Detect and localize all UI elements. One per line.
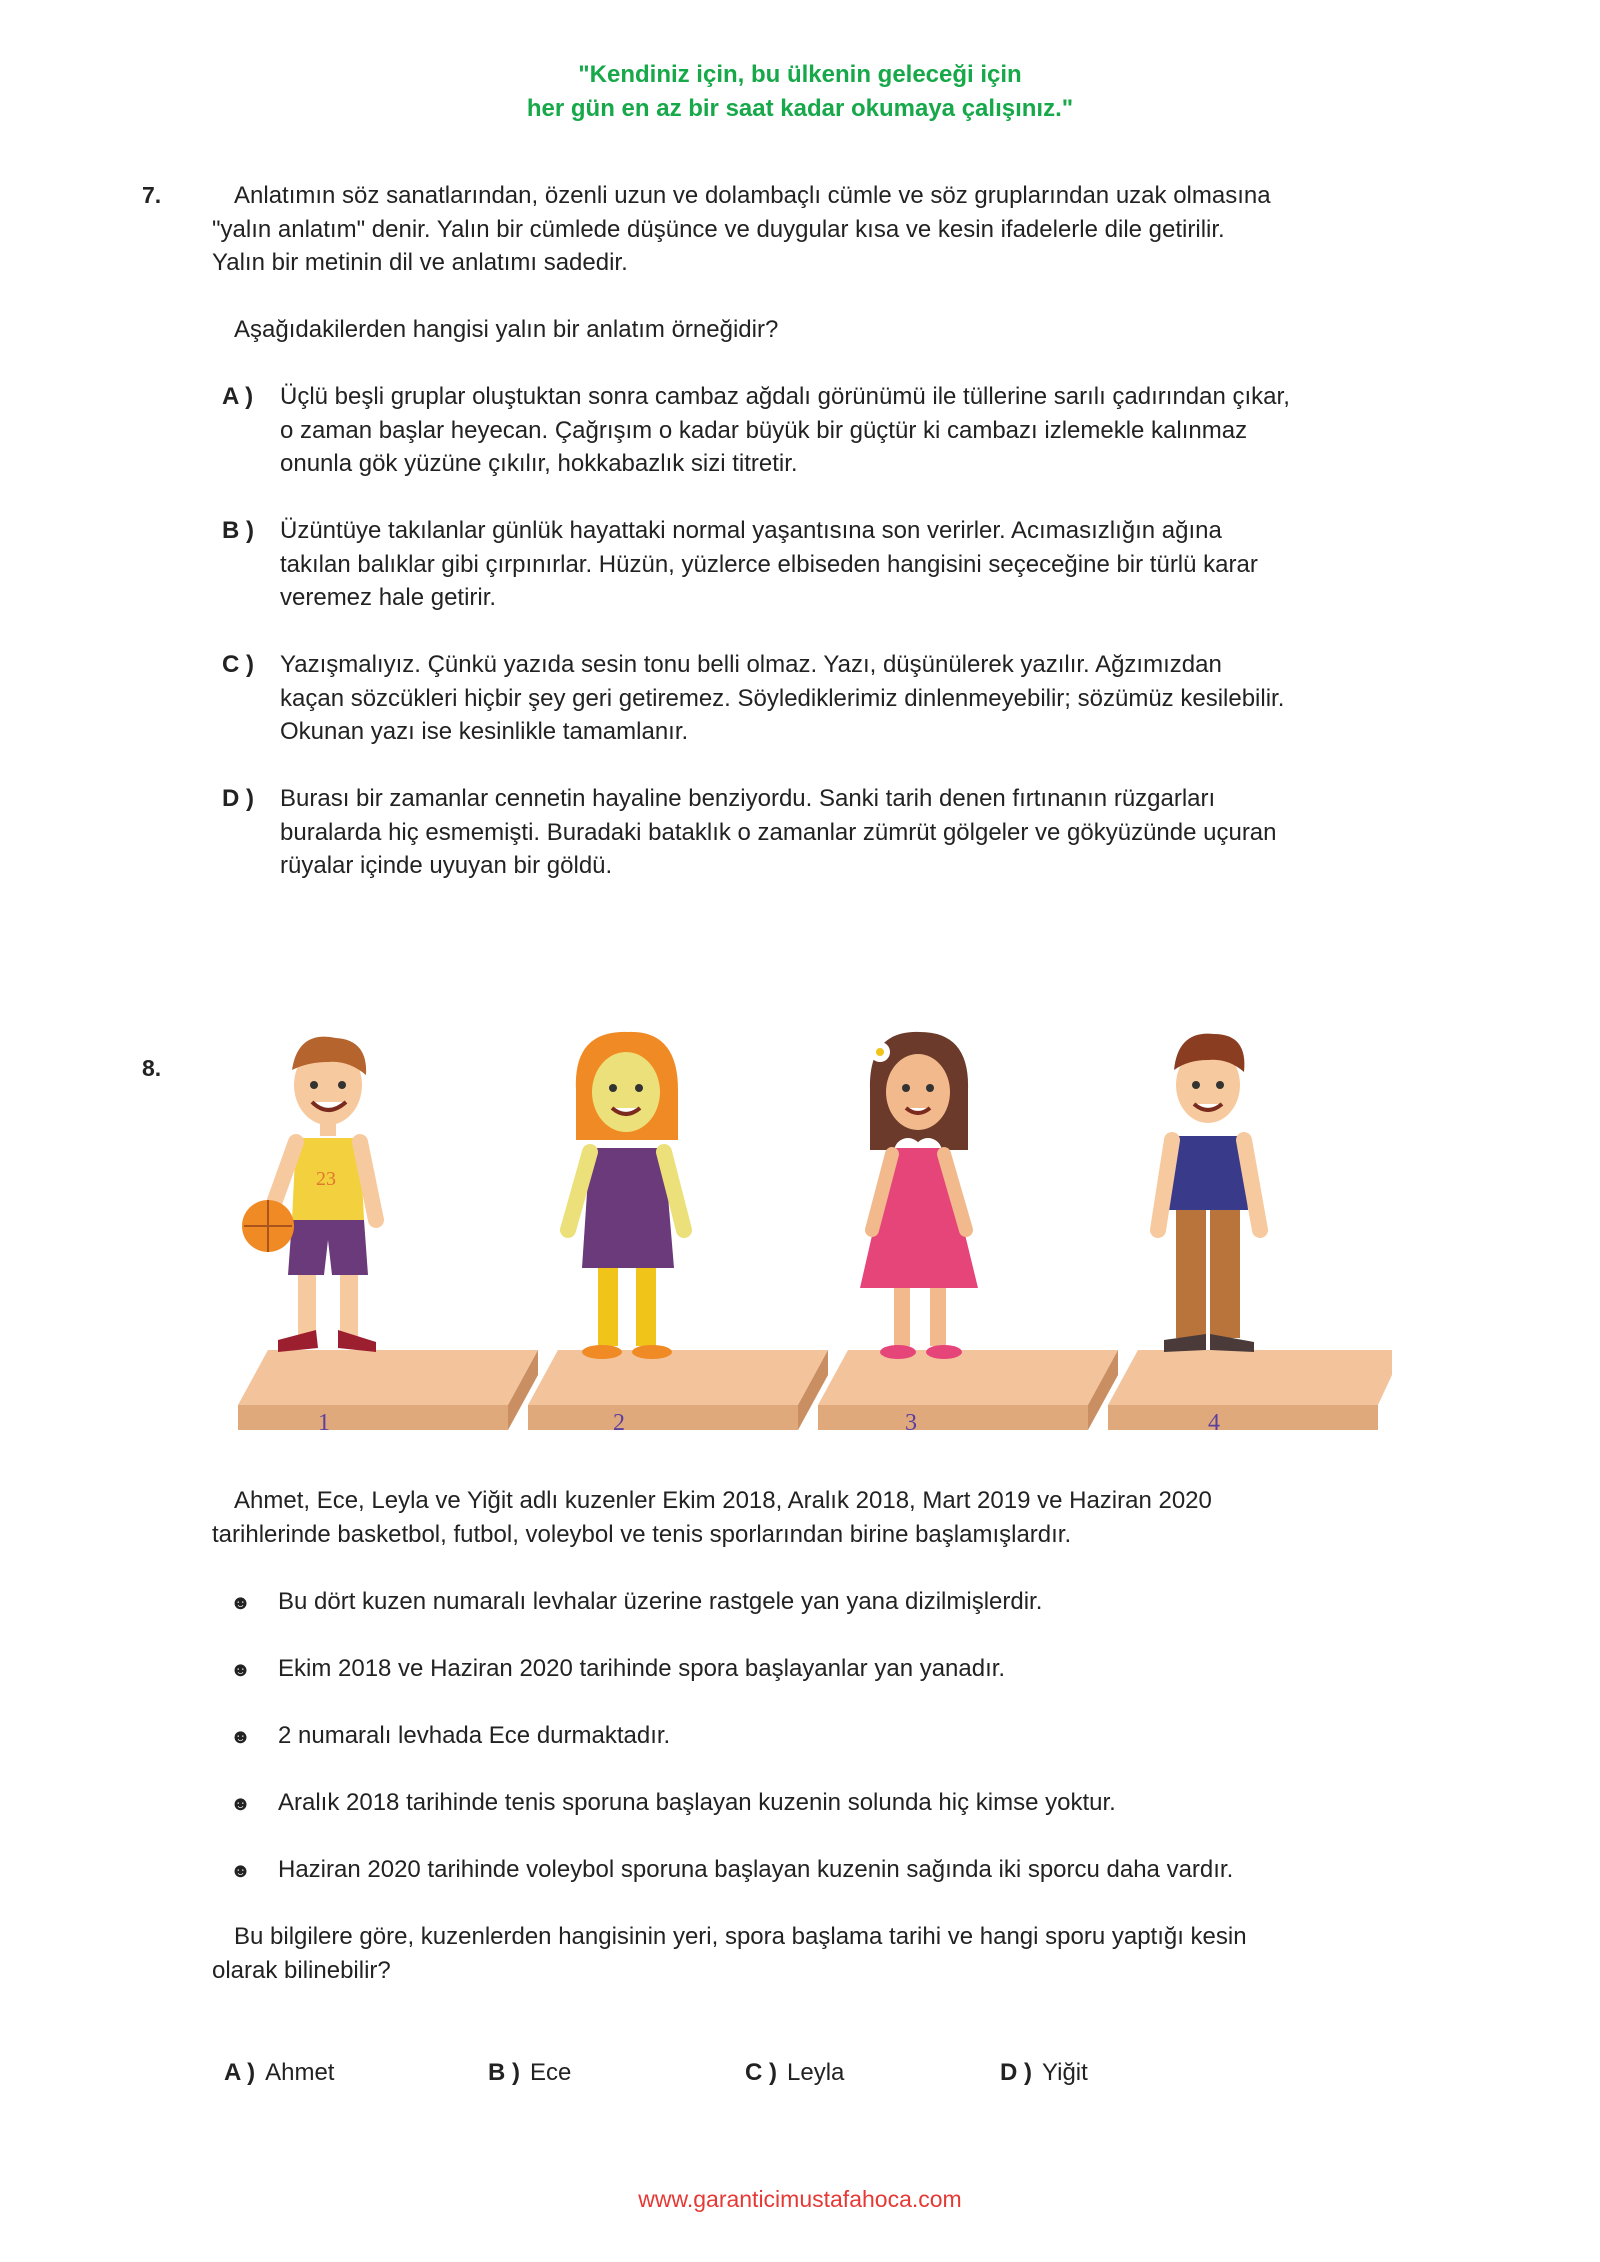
q7-intro-line: Yalın bir metinin dil ve anlatımı sadedir. <box>212 249 628 276</box>
plate-2 <box>528 1350 828 1430</box>
q7-intro-line: "yalın anlatım" denir. Yalın bir cümlede düşünce ve duygular kısa ve kesin ifadelerle dile getirilir. <box>212 215 1225 243</box>
plate-3-number: 3 <box>905 1410 917 1436</box>
option-line: veremez hale getirir. <box>280 584 497 611</box>
question-8-prompt <box>212 1920 1452 1987</box>
question-7-prompt: Aşağıdakilerden hangisi yalın bir anlatım örneğidir? <box>234 316 779 343</box>
smiley-bullet-icon: ☻ <box>230 1793 252 1815</box>
cousins-figure-svg <box>208 1030 1392 1460</box>
option-text <box>280 782 1440 883</box>
answer-text: Yiğit <box>1042 2059 1088 2086</box>
smiley-bullet-icon: ☻ <box>230 1659 252 1681</box>
option-label: D ) <box>222 785 254 812</box>
answer-label: C ) <box>745 2059 777 2086</box>
option-line: Burası bir zamanlar cennetin hayaline benziyordu. Sanki tarih denen fırtınanın rüzgarları <box>280 785 1216 812</box>
q8-intro-line: Ahmet, Ece, Leyla ve Yiğit adlı kuzenler Ekim 2018, Aralık 2018, Mart 2019 ve Haziran 2020 <box>234 1487 1212 1514</box>
question-7-number: 7. <box>142 182 162 208</box>
page-header-quote <box>0 58 1600 126</box>
option-line: Yazışmalıyız. Çünkü yazıda sesin tonu belli olmaz. Yazı, düşünülerek yazılır. Ağzımızdan <box>280 651 1222 678</box>
q8-prompt-line: Bu bilgilere göre, kuzenlerden hangisinin yeri, spora başlama tarihi ve hangi sporu yaptığı kesin <box>234 1923 1247 1950</box>
header-line-1: "Kendiniz için, bu ülkenin geleceği için <box>578 61 1022 88</box>
option-text <box>280 514 1440 615</box>
footer-website-link[interactable]: www.garanticimustafahoca.com <box>638 2186 962 2212</box>
option-line: buralarda hiç esmemişti. Buradaki bataklık o zamanlar zümrüt gölgeler ve gökyüzünde uçuran <box>280 818 1277 846</box>
option-line: Üçlü beşli gruplar oluştuktan sonra cambaz ağdalı görünümü ile tüllerine sarılı çadırından çıkar, <box>280 383 1290 410</box>
child-4-blue-shirt-boy <box>1158 1034 1260 1352</box>
clue-text: Bu dört kuzen numaralı levhalar üzerine rastgele yan yana dizilmişlerdir. <box>278 1588 1043 1615</box>
smiley-bullet-icon: ☻ <box>230 1592 252 1614</box>
option-line: Okunan yazı ise kesinlikle tamamlanır. <box>280 718 689 745</box>
answer-text: Leyla <box>787 2059 845 2086</box>
answer-text: Ahmet <box>265 2059 335 2086</box>
answer-text: Ece <box>530 2059 572 2086</box>
smiley-bullet-icon: ☻ <box>230 1860 252 1882</box>
option-line: rüyalar içinde uyuyan bir göldü. <box>280 852 613 879</box>
smiley-bullet-icon: ☻ <box>230 1726 252 1748</box>
q8-answer-a[interactable] <box>224 2056 334 2090</box>
child-1-basketball-boy <box>242 1037 376 1352</box>
header-line-2: her gün en az bir saat kadar okumaya çalışınız." <box>526 95 1074 122</box>
option-label: B ) <box>222 517 254 544</box>
question-8-intro <box>212 1484 1452 1551</box>
q8-answer-c[interactable] <box>745 2056 844 2090</box>
jersey-number: 23 <box>316 1168 336 1190</box>
q8-prompt-line: olarak bilinebilir? <box>212 1956 391 1984</box>
clue-text: Aralık 2018 tarihinde tenis sporuna başlayan kuzenin solunda hiç kimse yoktur. <box>278 1789 1116 1816</box>
child-2-orange-hair-girl <box>568 1032 684 1359</box>
q8-answer-d[interactable] <box>1000 2056 1088 2090</box>
child-3-pink-dress-girl <box>860 1032 978 1359</box>
option-label: A ) <box>222 383 254 410</box>
q8-answer-b[interactable] <box>488 2056 571 2090</box>
plate-4 <box>1108 1350 1392 1430</box>
option-line: onunla gök yüzüne çıkılır, hokkabazlık sizi titretir. <box>280 450 798 477</box>
option-line: Üzüntüye takılanlar günlük hayattaki normal yaşantısına son verirler. Acımasızlığın ağına <box>280 517 1222 544</box>
answer-label: B ) <box>488 2059 520 2086</box>
plate-4-number: 4 <box>1208 1410 1220 1436</box>
option-label: C ) <box>222 651 254 678</box>
clue-text: 2 numaralı levhada Ece durmaktadır. <box>278 1722 671 1749</box>
question-7-intro <box>212 179 1452 280</box>
answer-label: A ) <box>224 2059 256 2086</box>
plate-1-number: 1 <box>318 1410 330 1436</box>
option-line: kaçan sözcükleri hiçbir şey geri getiremez. Söylediklerimiz dinlenmeyebilir; sözümüz kesilebilir. <box>280 684 1285 712</box>
clue-text: Ekim 2018 ve Haziran 2020 tarihinde spora başlayanlar yan yanadır. <box>278 1655 1006 1682</box>
option-line: o zaman başlar heyecan. Çağrışım o kadar büyük bir güçtür ki cambazı izlemekle kalınmaz <box>280 416 1248 444</box>
q7-intro-line: Anlatımın söz sanatlarından, özenli uzun ve dolambaçlı cümle ve söz gruplarından uzak olmasına <box>234 182 1271 209</box>
cousins-illustration <box>208 1030 1392 1460</box>
plate-2-number: 2 <box>613 1410 625 1436</box>
option-text <box>280 648 1440 749</box>
clue-text: Haziran 2020 tarihinde voleybol sporuna başlayan kuzenin sağında iki sporcu daha vardır. <box>278 1856 1234 1883</box>
q8-intro-line: tarihlerinde basketbol, futbol, voleybol ve tenis sporlarından birine başlamışlardır. <box>212 1520 1072 1548</box>
option-line: takılan balıklar gibi çırpınırlar. Hüzün, yüzlerce elbiseden hangisini seçeceğine bir türlü karar <box>280 550 1258 578</box>
answer-label: D ) <box>1000 2059 1032 2086</box>
plate-3 <box>818 1350 1118 1430</box>
plate-1 <box>238 1350 538 1430</box>
question-8-number: 8. <box>142 1055 162 1081</box>
option-text <box>280 380 1440 481</box>
